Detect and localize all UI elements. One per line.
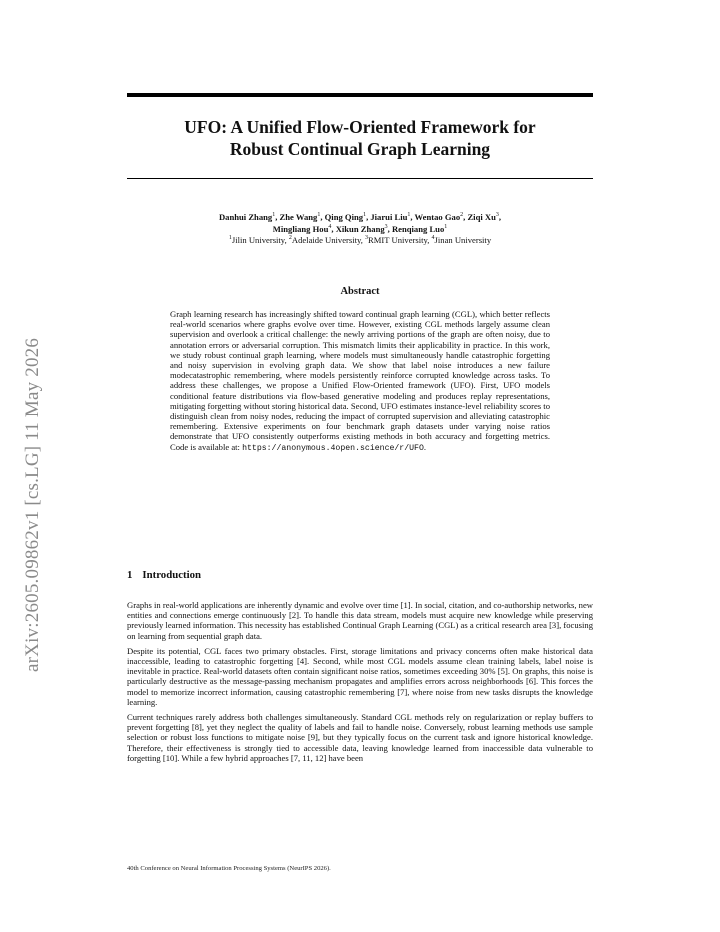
author-affiliation-mark: 1: [317, 212, 321, 219]
author-affiliation-mark: 1: [272, 212, 276, 219]
author-name: Ziqi Xu: [467, 212, 496, 222]
abstract-text: Graph learning research has increasingly shifted toward continual graph learning (CGL), which better reflects real-world scenarios where graphs evolve over time. However, existing CGL methods largely assume clean supervision and overlook a critical challenge: the newly arriving portions of the graph are often noisy, due to annotation errors or adversarial corruption. This mismatch limits their applicability in practice. In this work, we study robust continual graph learning, where models must simultaneously handle catastrophic forgetting and noisy supervision in evolving graph data. We show that label noise introduces a new failure modecatastrophic remembering, where models persistently reinforce corrupted knowledge across tasks. To address these challenges, we propose a Unified Flow-Oriented framework (UFO). First, UFO models conditional feature distributions via flow-based generative modeling and produces replay representations, mitigating forgetting without storing historical data. Second, UFO estimates instance-level reliability scores to distinguish clean from noisy nodes, reducing the impact of corrupted supervision and alleviating catastrophic remembering. Extensive experiments on four benchmark graph datasets under varying noise ratios demonstrate that UFO consistently outperforms existing methods in both accuracy and forgetting metrics. Code is available at:: [170, 309, 550, 452]
author-name: Wentao Gao: [414, 212, 461, 222]
author-line-2: [140, 224, 580, 236]
author-affiliation-mark: 1: [444, 223, 448, 230]
affiliation-mark: 1: [228, 235, 232, 242]
author-separator: ,: [498, 212, 502, 222]
affiliation-name: Adelaide University: [291, 235, 361, 246]
affiliation-mark: 4: [431, 235, 435, 242]
section-title: Introduction: [142, 569, 202, 581]
author-separator: ,: [366, 212, 371, 222]
paper-title: [127, 116, 593, 160]
author-separator: ,: [387, 223, 392, 234]
author-name: Renqiang Luo: [391, 223, 445, 234]
affiliation-mark: 2: [288, 235, 292, 242]
author-name: Xikun Zhang: [335, 223, 385, 234]
author-affiliation-mark: 2: [460, 212, 464, 219]
author-separator: ,: [463, 212, 468, 222]
author-affiliation-mark: 1: [363, 212, 367, 219]
affiliation-separator: ,: [427, 235, 432, 246]
affiliation-mark: 3: [365, 235, 369, 242]
affiliation-name: Jilin University: [231, 235, 285, 246]
affiliation-name: RMIT University: [368, 235, 428, 246]
abstract-end: .: [423, 441, 427, 452]
author-name: Mingliang Hou: [272, 223, 329, 234]
author-name: Qing Qing: [324, 212, 364, 222]
author-affiliation-mark: 3: [495, 212, 499, 219]
introduction-body: [127, 600, 593, 768]
author-separator: ,: [331, 223, 336, 234]
author-name: Jiarui Liu: [370, 212, 408, 222]
author-name: Danhui Zhang: [218, 212, 273, 222]
title-line-2: Robust Continual Graph Learning: [229, 139, 491, 159]
affiliation-name: Jinan University: [434, 235, 492, 246]
title-line-1: UFO: A Unified Flow-Oriented Framework for: [184, 117, 536, 137]
section-heading: [127, 569, 201, 581]
affiliation-line: [140, 235, 580, 247]
author-separator: ,: [275, 212, 280, 222]
conference-footnote: 40th Conference on Neural Information Processing Systems (NeurIPS 2026).: [127, 865, 331, 872]
abstract-body: [170, 309, 550, 454]
arxiv-identifier: arXiv:2605.09862v1 [cs.LG] 11 May 2026: [22, 337, 43, 672]
title-top-rule: [127, 93, 593, 97]
author-affiliation-mark: 1: [407, 212, 411, 219]
affiliation-separator: ,: [284, 235, 289, 246]
affiliation-separator: ,: [360, 235, 366, 246]
intro-paragraph-2: Despite its potential, CGL faces two primary obstacles. First, storage limitations and privacy concerns often make historical data inaccessible, leading to catastrophic forgetting [4]. Second, while most CGL models assume clean training labels, label noise is inevitable in practice. Real-world datasets often contain significant noise ratios, sometimes exceeding 30% [5]. On graphs, this noise is particularly destructive as the message-passing mechanism propagates and amplifies errors across neighborhoods [6]. This forces the model to memorize incorrect information, causing catastrophic remembering [7], where noise from new tasks disrupts the knowledge learning.: [127, 645, 593, 707]
author-name: Zhe Wang: [279, 212, 318, 222]
abstract-heading: Abstract: [340, 286, 380, 297]
author-affiliation-mark: 3: [384, 223, 388, 230]
author-line-1: [140, 212, 580, 224]
author-separator: ,: [410, 212, 415, 222]
code-url-link[interactable]: https://anonymous.4open.science/r/UFO: [242, 443, 424, 453]
intro-paragraph-3: Current techniques rarely address both challenges simultaneously. Standard CGL methods rely on regularization or replay buffers to prevent forgetting [8], yet they neglect the quality of labels and fail to handle noise. Conversely, robust learning methods use sample selection or robust loss functions to mitigate noise [9], but they typically focus on the current task and ignore historical knowledge. Therefore, their effectiveness is strongly tied to accessible data, leaving knowledge learned from inaccessible data vulnerable to forgetting [10]. While a few hybrid approaches [7, 11, 12] have been: [127, 712, 593, 763]
author-separator: ,: [320, 212, 325, 222]
intro-paragraph-1: Graphs in real-world applications are inherently dynamic and evolve over time [1]. In social, citation, and co-authorship networks, new entities and connections emerge continuously [2]. To handle this data stream, models must acquire new knowledge while preserving previously learned information. This necessity has established Continual Graph Learning (CGL) as a critical research area [3], focusing on learning from sequential graph data.: [127, 600, 593, 641]
section-number: 1: [127, 569, 133, 581]
title-bottom-rule: [127, 178, 593, 179]
author-block: [140, 212, 580, 247]
author-affiliation-mark: 4: [328, 223, 332, 230]
